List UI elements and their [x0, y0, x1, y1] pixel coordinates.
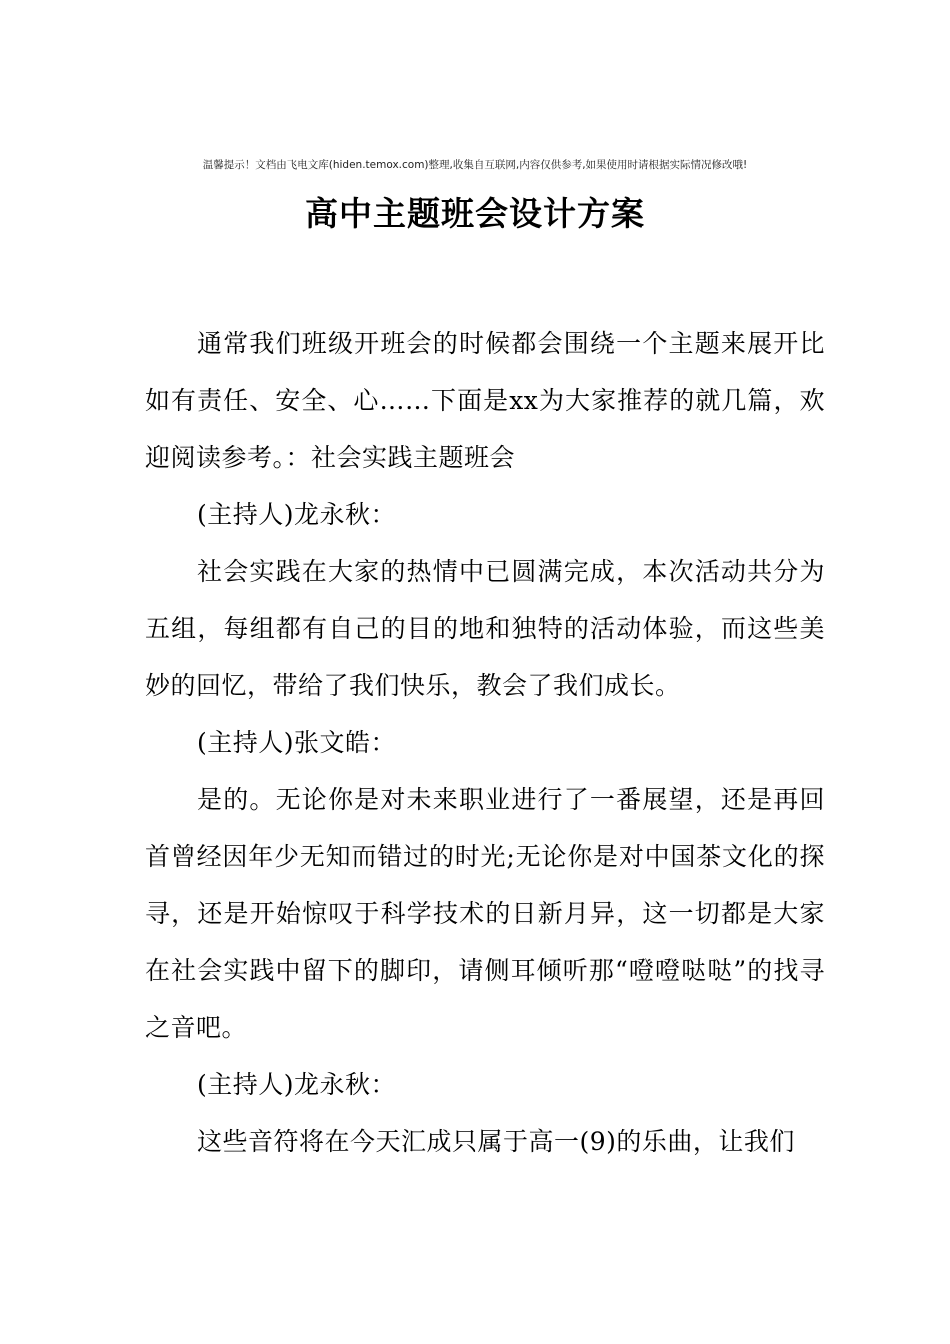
speaker-line: (主持人)龙永秋： [197, 1070, 397, 1099]
speaker-line: (主持人)龙永秋： [197, 500, 397, 529]
document-body [145, 315, 825, 1170]
document-notice: 温馨提示！文档由飞电文库(hiden.temox.com)整理,收集自互联网,内容仅供参考,如果使用时请根据实际情况修改哦! [202, 159, 748, 171]
speaker-line: (主持人)张文皓： [197, 728, 397, 757]
paragraph: 通常我们班级开班会的时候都会围绕一个主题来展开比如有责任、安全、心……下面是xx为大家推荐的就几篇，欢迎阅读参考。：社会实践主题班会 [145, 329, 825, 472]
paragraph: 社会实践在大家的热情中已圆满完成，本次活动共分为五组，每组都有自己的目的地和独特的活动体验，而这些美妙的回忆，带给了我们快乐，教会了我们成长。 [145, 557, 825, 700]
paragraph: 这些音符将在今天汇成只属于高一(9)的乐曲，让我们 [197, 1127, 795, 1156]
document-title: 高中主题班会设计方案 [305, 194, 645, 233]
paragraph: 是的。无论你是对未来职业进行了一番展望，还是再回首曾经因年少无知而错过的时光;无论你是对中国茶文化的探寻，还是开始惊叹于科学技术的日新月异，这一切都是大家在社会实践中留下的脚印，请侧耳倾听那“噔噔哒哒”的找寻之音吧。 [145, 785, 825, 1042]
